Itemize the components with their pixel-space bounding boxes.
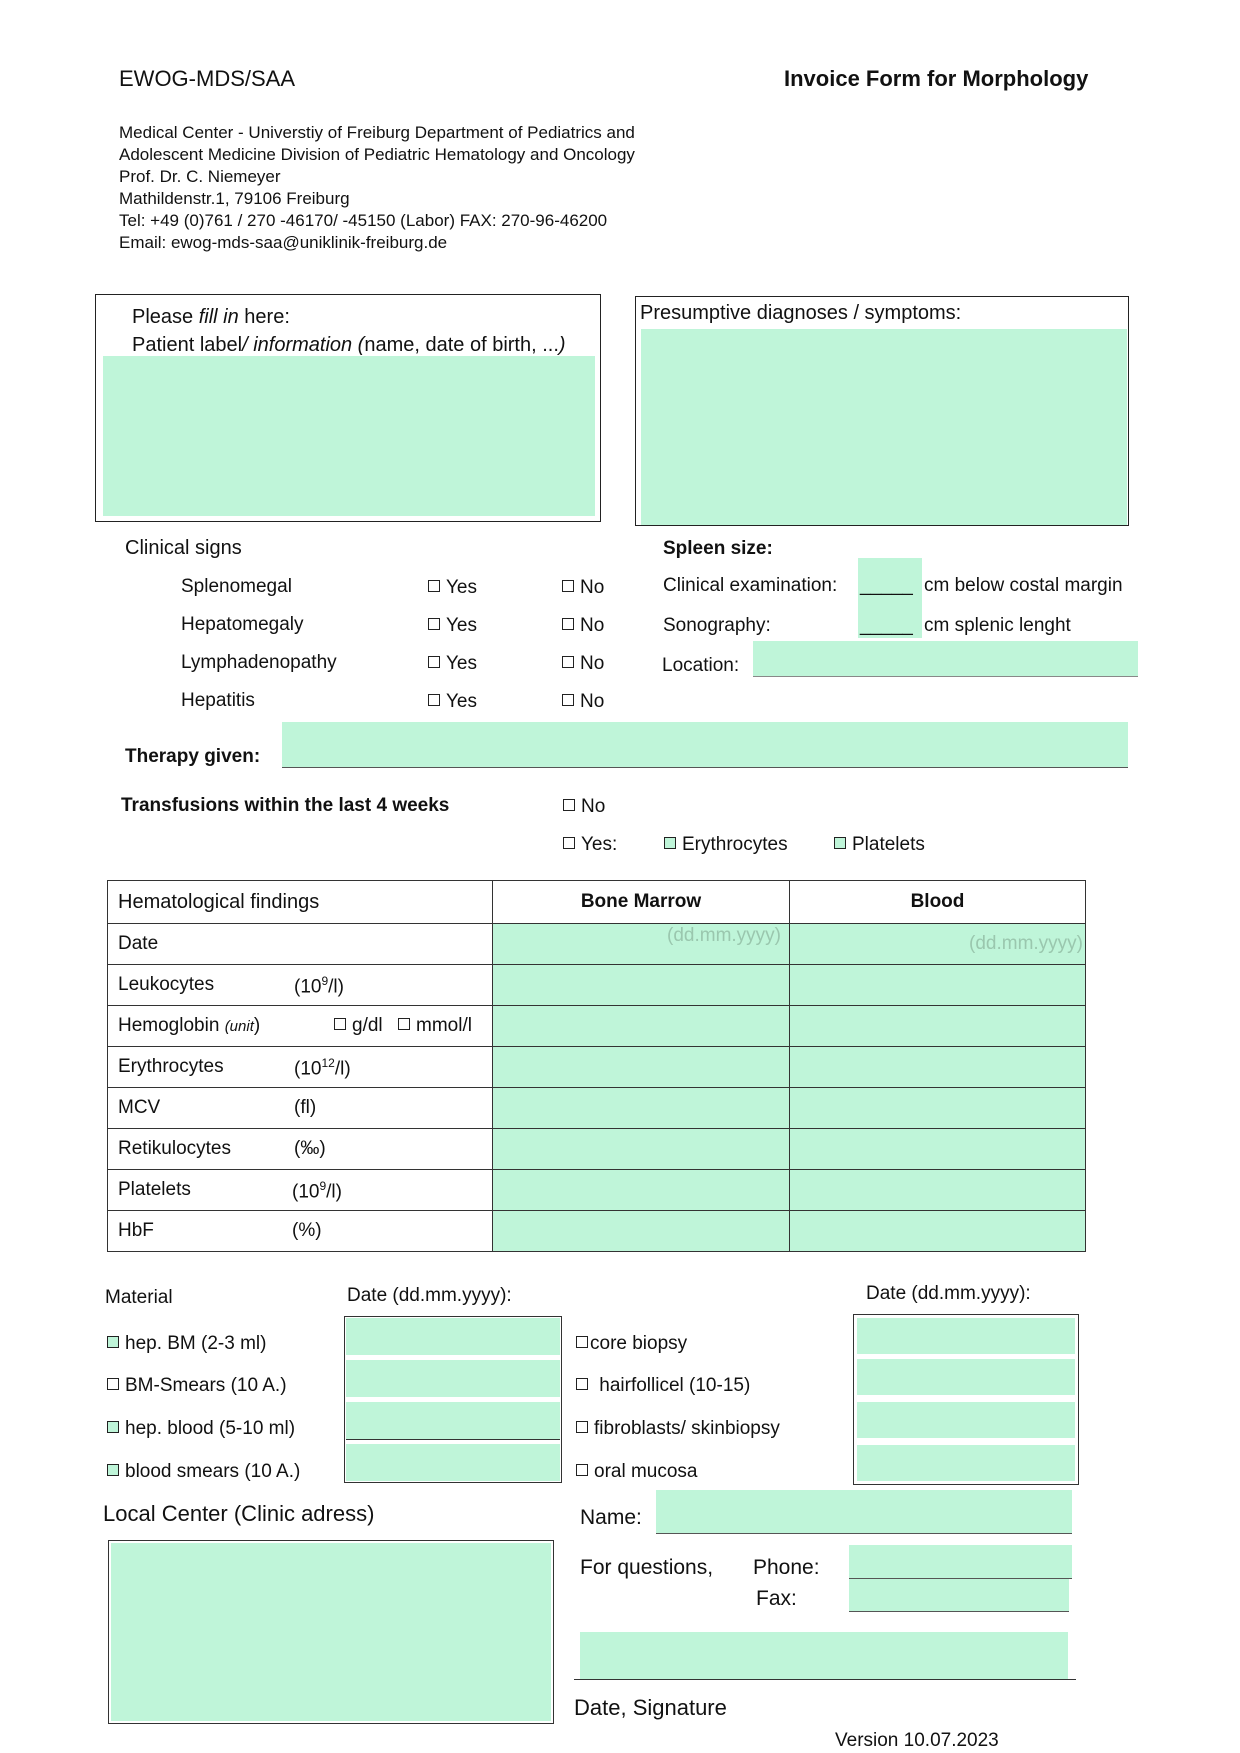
signature-field[interactable] — [580, 1632, 1068, 1679]
text: mmol/l — [416, 1015, 472, 1036]
table-row — [108, 881, 1086, 924]
table-row — [108, 1088, 1086, 1129]
checkbox[interactable] — [107, 1336, 119, 1348]
checkbox[interactable] — [563, 799, 575, 811]
text: fill in — [198, 306, 239, 328]
date-field-hep-blood[interactable] — [346, 1402, 560, 1440]
table-row — [108, 1211, 1086, 1252]
date-field-blood-smears[interactable] — [346, 1444, 560, 1481]
location-label: Location: — [662, 655, 740, 676]
blood-hbf-field[interactable] — [790, 1211, 1086, 1252]
text: MCV — [118, 1097, 161, 1118]
therapy-field[interactable] — [282, 722, 1128, 768]
row-label-date: Date — [108, 924, 493, 965]
hb-gdl-option[interactable] — [334, 1015, 383, 1037]
bm-leukocytes-field[interactable] — [493, 965, 790, 1006]
checkbox[interactable] — [107, 1421, 119, 1433]
form-title: Invoice Form for Morphology — [784, 66, 1089, 91]
text: Hemoglobin — [118, 1015, 220, 1036]
col-blood: Blood — [790, 881, 1086, 924]
name-field[interactable] — [656, 1490, 1072, 1534]
local-center-field[interactable] — [111, 1543, 551, 1721]
text: No — [581, 796, 606, 817]
sonography-blank: _____ — [860, 615, 913, 636]
blood-erythrocytes-field[interactable] — [790, 1047, 1086, 1088]
checkbox[interactable] — [398, 1018, 410, 1030]
material-oral-mucosa[interactable] — [576, 1461, 698, 1483]
checkbox[interactable] — [664, 837, 676, 849]
text: HbF — [118, 1220, 154, 1241]
questions-label: For questions, — [580, 1556, 714, 1579]
text: blood smears (10 A.) — [125, 1461, 301, 1482]
bm-hemoglobin-field[interactable] — [493, 1006, 790, 1047]
text: Yes — [446, 653, 477, 674]
text: BM-Smears (10 A.) — [125, 1375, 287, 1396]
text: No — [580, 615, 605, 636]
text: 12 — [321, 1056, 335, 1070]
blood-hemoglobin-field[interactable] — [790, 1006, 1086, 1047]
table-row — [108, 1006, 1086, 1047]
org-name: EWOG-MDS/SAA — [119, 66, 296, 91]
checkbox[interactable] — [562, 618, 574, 630]
text: hep. blood (5-10 ml) — [125, 1418, 296, 1439]
location-field[interactable] — [753, 641, 1138, 677]
spleen-size-title: Spleen size: — [663, 538, 773, 559]
col-bone-marrow: Bone Marrow — [493, 881, 790, 924]
blood-date-field[interactable] — [790, 924, 1086, 965]
checkbox[interactable] — [562, 656, 574, 668]
blood-mcv-field[interactable] — [790, 1088, 1086, 1129]
splenomegaly-yes[interactable] — [428, 577, 477, 599]
date-field-fibroblasts[interactable] — [857, 1402, 1075, 1438]
transfusion-erythrocytes[interactable] — [664, 834, 788, 856]
date-field-oral-mucosa[interactable] — [857, 1445, 1075, 1481]
checkbox[interactable] — [576, 1378, 588, 1390]
checkbox[interactable] — [576, 1421, 588, 1433]
sign-splenomegaly: Splenomegal — [181, 576, 292, 597]
bm-mcv-field[interactable] — [493, 1088, 790, 1129]
text: (10 — [294, 1058, 322, 1080]
row-label-leukocytes — [108, 965, 493, 1006]
bm-platelets-field[interactable] — [493, 1170, 790, 1211]
therapy-label: Therapy given: — [125, 746, 261, 767]
sign-hepatomegaly: Hepatomegaly — [181, 614, 304, 635]
transfusion-no[interactable] — [563, 796, 605, 818]
text: / information ( — [242, 334, 365, 356]
date-field-hep-bm[interactable] — [346, 1318, 560, 1355]
checkbox[interactable] — [428, 618, 440, 630]
diagnosis-field[interactable] — [641, 329, 1127, 525]
text: (10 — [292, 1181, 320, 1203]
phone-label: Phone: — [753, 1556, 820, 1579]
patient-instruction — [132, 306, 290, 329]
text: 9 — [319, 1179, 327, 1193]
table-row — [108, 1129, 1086, 1170]
fax-field[interactable] — [849, 1579, 1069, 1612]
material-hairfollicel[interactable] — [576, 1375, 750, 1397]
checkbox[interactable] — [428, 580, 440, 592]
sign-lymphadenopathy: Lymphadenopathy — [181, 652, 337, 673]
address-line: Tel: +49 (0)761 / 270 -46170/ -45150 (Labor) FAX: 270-96-46200 — [119, 211, 608, 230]
sonography-label: Sonography: — [663, 615, 771, 636]
material-hep-blood[interactable] — [107, 1418, 295, 1440]
bm-date-field[interactable] — [493, 924, 790, 965]
date-placeholder: (dd.mm.yyyy) — [969, 933, 1083, 954]
text: Retikulocytes — [118, 1138, 231, 1159]
text: (unit — [224, 1018, 254, 1035]
sonography-unit: cm splenic lenght — [924, 615, 1071, 636]
checkbox[interactable] — [107, 1378, 119, 1390]
date-field-core-biopsy[interactable] — [857, 1318, 1075, 1354]
clinical-examination-unit: cm below costal margin — [924, 575, 1123, 596]
hb-mmol-option[interactable] — [398, 1015, 472, 1037]
transfusion-platelets[interactable] — [834, 834, 925, 856]
address-block — [119, 122, 635, 254]
checkbox[interactable] — [576, 1464, 588, 1476]
date-field-hairfollicel[interactable] — [857, 1359, 1075, 1395]
text: Erythrocytes — [118, 1056, 224, 1077]
transfusion-yes[interactable] — [563, 834, 617, 856]
material-core-biopsy[interactable] — [576, 1333, 687, 1355]
text: core biopsy — [590, 1333, 688, 1354]
checkbox[interactable] — [107, 1464, 119, 1476]
clinical-examination-blank: _____ — [860, 575, 913, 596]
text: No — [580, 691, 605, 712]
version-label: Version 10.07.2023 — [835, 1730, 999, 1751]
text: Please — [132, 306, 199, 328]
patient-info-field[interactable] — [103, 356, 595, 516]
text: /l) — [328, 976, 344, 998]
material-bm-smears[interactable] — [107, 1375, 287, 1397]
hematology-table — [107, 880, 1086, 1252]
row-label-platelets — [108, 1170, 493, 1211]
phone-field[interactable] — [849, 1545, 1072, 1579]
text: Platelets — [118, 1179, 191, 1200]
checkbox[interactable] — [562, 694, 574, 706]
text: Erythrocytes — [682, 834, 788, 855]
address-line: Medical Center - Universtiy of Freiburg Department of Pediatrics and — [119, 123, 635, 142]
text: g/dl — [352, 1015, 383, 1036]
text: Patient label — [132, 334, 243, 356]
text: Platelets — [852, 834, 925, 855]
checkbox[interactable] — [834, 837, 846, 849]
lymphadenopathy-no[interactable] — [562, 653, 604, 675]
bm-retikulocytes-field[interactable] — [493, 1129, 790, 1170]
blood-leukocytes-field[interactable] — [790, 965, 1086, 1006]
row-label-erythrocytes — [108, 1047, 493, 1088]
diagnosis-label: Presumptive diagnoses / symptoms: — [640, 302, 962, 324]
text: Leukocytes — [118, 974, 215, 995]
signature-line — [574, 1679, 1076, 1680]
text: ) — [558, 334, 566, 356]
material-hep-bm[interactable] — [107, 1333, 266, 1355]
bm-hbf-field[interactable] — [493, 1211, 790, 1252]
unit — [294, 974, 344, 998]
address-line: Email: ewog-mds-saa@uniklinik-freiburg.de — [119, 233, 448, 252]
address-line: Prof. Dr. C. Niemeyer — [119, 167, 281, 186]
text: hairfollicel (10-15) — [594, 1375, 751, 1396]
text: (10 — [294, 976, 322, 998]
text: /l) — [326, 1181, 342, 1203]
date-placeholder: (dd.mm.yyyy) — [667, 925, 781, 946]
unit — [292, 1179, 342, 1203]
hepatitis-no[interactable] — [562, 691, 604, 713]
material-blood-smears[interactable] — [107, 1461, 300, 1483]
material-date-label-left: Date (dd.mm.yyyy): — [347, 1285, 512, 1306]
checkbox[interactable] — [562, 580, 574, 592]
text: Yes — [446, 615, 477, 636]
text: /l) — [334, 1058, 351, 1080]
checkbox[interactable] — [576, 1336, 588, 1348]
unit: (‰) — [294, 1138, 326, 1159]
bm-erythrocytes-field[interactable] — [493, 1047, 790, 1088]
blood-retikulocytes-field[interactable] — [790, 1129, 1086, 1170]
transfusions-label: Transfusions within the last 4 weeks — [121, 795, 450, 816]
unit: (%) — [292, 1220, 322, 1241]
row-label-retikulocytes — [108, 1129, 493, 1170]
checkbox[interactable] — [428, 694, 440, 706]
text: oral mucosa — [594, 1461, 698, 1482]
row-label-hemoglobin — [108, 1006, 493, 1047]
text: No — [580, 577, 605, 598]
text: hep. BM (2-3 ml) — [125, 1333, 267, 1354]
lymphadenopathy-yes[interactable] — [428, 653, 477, 675]
material-fibroblasts[interactable] — [576, 1418, 780, 1440]
text: Yes — [446, 691, 477, 712]
text: Yes: — [581, 834, 618, 855]
clinical-examination-label: Clinical examination: — [663, 575, 838, 596]
sign-hepatitis: Hepatitis — [181, 690, 255, 711]
checkbox[interactable] — [334, 1018, 346, 1030]
table-row — [108, 924, 1086, 965]
fax-label: Fax: — [756, 1587, 797, 1610]
text: Yes — [446, 577, 477, 598]
date-field-bm-smears[interactable] — [346, 1360, 560, 1397]
table-row — [108, 965, 1086, 1006]
blood-platelets-field[interactable] — [790, 1170, 1086, 1211]
material-title: Material — [105, 1287, 173, 1308]
clinical-signs-title: Clinical signs — [125, 537, 242, 559]
row-label-hbf — [108, 1211, 493, 1252]
unit — [294, 1056, 351, 1080]
unit: (fl) — [294, 1097, 317, 1118]
hepatomegaly-no[interactable] — [562, 615, 604, 637]
row-label-mcv — [108, 1088, 493, 1129]
text: ) — [253, 1015, 261, 1036]
material-date-label-right: Date (dd.mm.yyyy): — [866, 1283, 1031, 1304]
hematology-title: Hematological findings — [108, 881, 493, 924]
table-row — [108, 1170, 1086, 1211]
text: No — [580, 653, 605, 674]
hepatomegaly-yes[interactable] — [428, 615, 477, 637]
checkbox[interactable] — [563, 837, 575, 849]
table-row — [108, 1047, 1086, 1088]
signature-label: Date, Signature — [574, 1695, 727, 1720]
hepatitis-yes[interactable] — [428, 691, 477, 713]
splenomegaly-no[interactable] — [562, 577, 604, 599]
text: fibroblasts/ skinbiopsy — [594, 1418, 780, 1439]
address-line: Mathildenstr.1, 79106 Freiburg — [119, 189, 350, 208]
patient-label-caption — [132, 334, 566, 357]
text: here: — [238, 306, 290, 328]
name-label: Name: — [580, 1506, 642, 1529]
checkbox[interactable] — [428, 656, 440, 668]
local-center-label: Local Center (Clinic adress) — [103, 1501, 375, 1526]
text: name, date of birth, ... — [364, 334, 559, 356]
address-line: Adolescent Medicine Division of Pediatric Hematology and Oncology — [119, 145, 635, 164]
text: 9 — [321, 974, 329, 988]
